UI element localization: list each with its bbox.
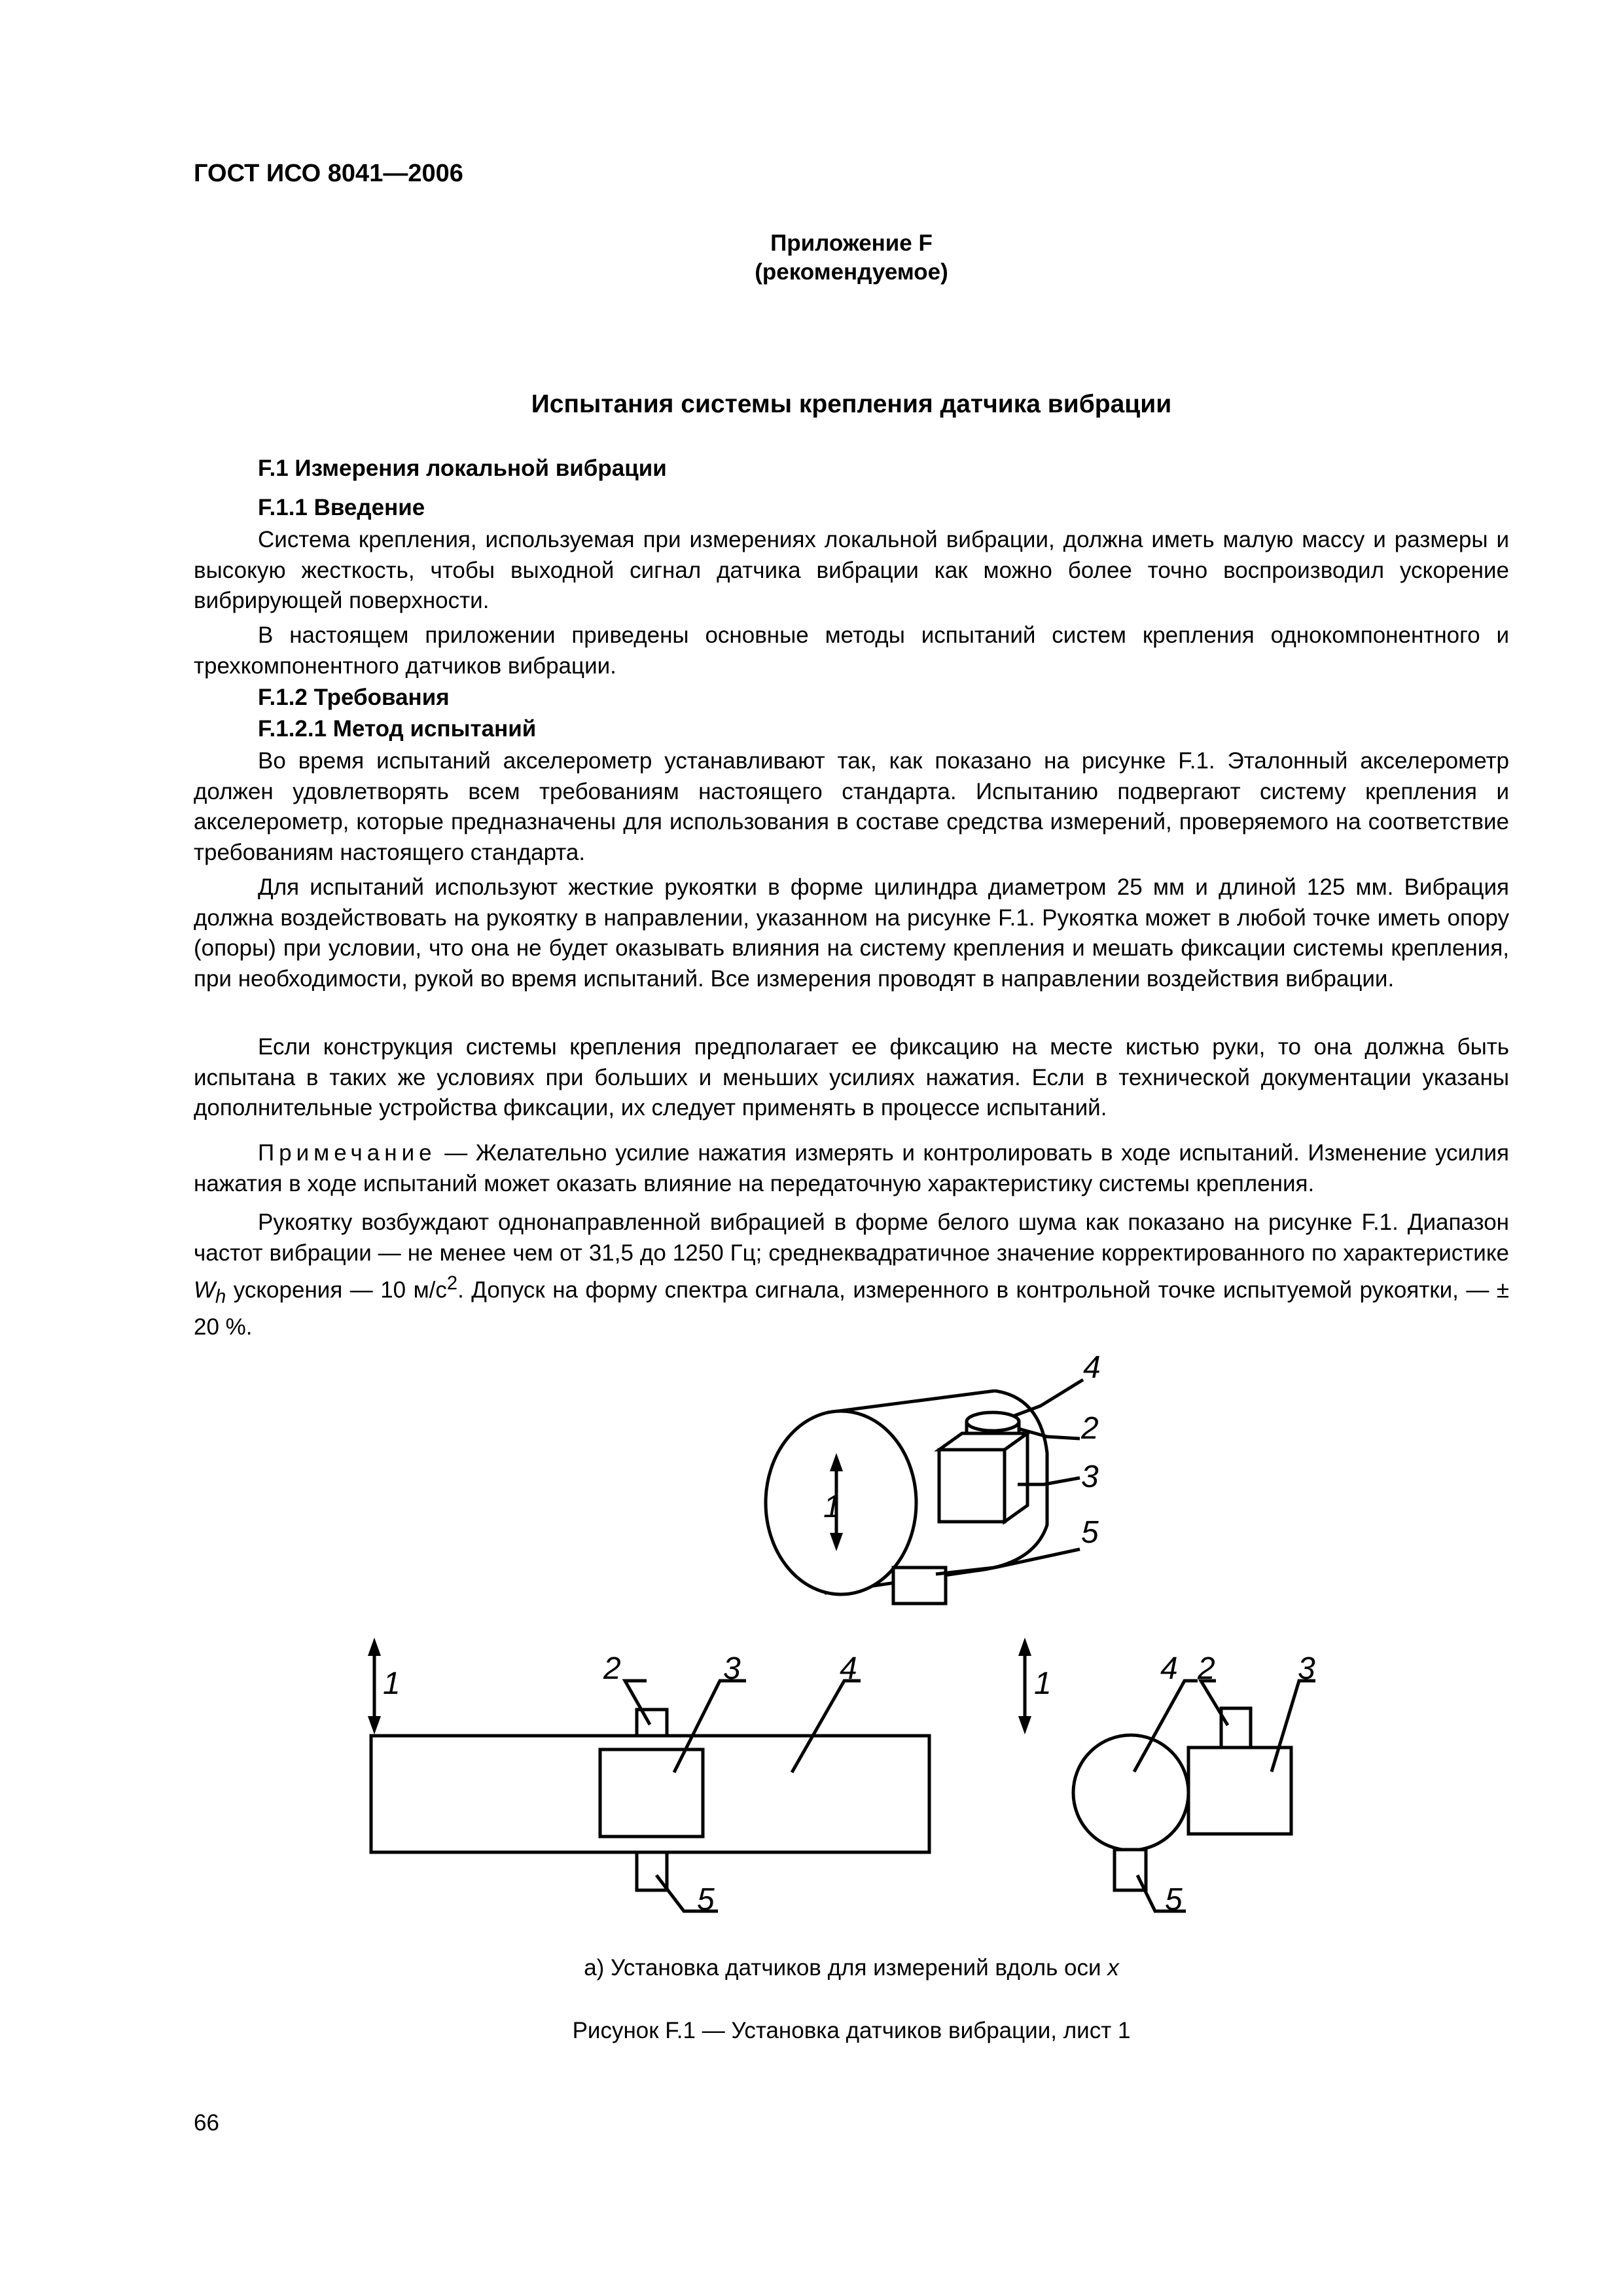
note-label: Примечание xyxy=(258,1140,437,1166)
heading-f11: F.1.1 Введение xyxy=(258,495,425,520)
label-3-side: 3 xyxy=(723,1651,741,1686)
excitation-text-a: Рукоятку возбуждают однонаправленной вибрацией в форме белого шума как показано на рисунке F.1. Диапазон частот вибрации — не менее чем от 31,5 до 1250 Гц; среднеквадратичное значение корректированного по характеристике xyxy=(194,1210,1509,1266)
subcaption-text: а) Установка датчиков для измерений вдоль оси xyxy=(584,1955,1108,1981)
paragraph-intro: Система крепления, используемая при измерениях локальной вибрации, должна иметь малую массу и размеры и высокую жесткость, чтобы выходной сигнал датчика вибрации как можно более точно воспроизводил ускорение вибрирующей поверхности. xyxy=(194,527,1509,613)
figure-subcaption xyxy=(194,1955,1509,1981)
unit-superscript: 2 xyxy=(446,1273,458,1294)
paragraph-method: Во время испытаний акселерометр устанавливают так, как показано на рисунке F.1. Эталонный акселерометр должен удовлетворять всем требованиям настоящего стандарта. Испытанию подвергают систему крепления и акселерометр, которые предназначены для использования в составе средства измерений, проверяемого на соответствие требованиям настоящего стандарта. xyxy=(194,748,1509,865)
label-5-side: 5 xyxy=(697,1882,715,1917)
label-2-perspective: 2 xyxy=(1081,1411,1099,1446)
heading-f121: F.1.2.1 Метод испытаний xyxy=(258,716,537,742)
label-5-perspective: 5 xyxy=(1081,1515,1099,1550)
section-title: Испытания системы крепления датчика вибрации xyxy=(531,390,1172,418)
paragraph-handle: Для испытаний используют жесткие рукоятки в форме цилиндра диаметром 25 мм и длиной 125 мм. Вибрация должна воздействовать на рукоятку в направлении, указанном на рисунке F.1. Рукоятка может в любой точке иметь опору (опоры) при условии, что она не будет оказывать влияния на систему крепления и мешать фиксации системы крепления, при необходимости, рукой во время испытаний. Все измерения проводят в направлении воздействия вибрации. xyxy=(194,874,1509,992)
label-3-end: 3 xyxy=(1298,1651,1315,1686)
excitation-text-b: ускорения — 10 м/с xyxy=(226,1277,447,1303)
figure-caption: Рисунок F.1 — Установка датчиков вибрации, лист 1 xyxy=(572,2018,1131,2043)
label-2-end: 2 xyxy=(1198,1651,1215,1686)
subcaption-axis: x xyxy=(1107,1955,1119,1981)
annex-status: (рекомендуемое) xyxy=(755,259,948,285)
annex-title: Приложение F xyxy=(770,230,933,256)
document-header: ГОСТ ИСО 8041—2006 xyxy=(194,160,463,187)
weighting-subscript: h xyxy=(215,1286,226,1308)
side-view xyxy=(371,1681,929,1911)
weighting-symbol: W xyxy=(194,1277,216,1303)
excitation-text-c: . Допуск на форму спектра сигнала, измеренного в контрольной точке испытуемой рукоятки, — ± 20 %. xyxy=(194,1277,1510,1340)
paragraph-scope: В настоящем приложении приведены основные методы испытаний систем крепления однокомпонентного и трехкомпонентного датчиков вибрации. xyxy=(194,622,1509,679)
note-text: — Желательно усилие нажатия измерять и контролировать в ходе испытаний. Изменение усилия нажатия в ходе испытаний может оказать влияние на передаточную характеристику системы крепления. xyxy=(194,1140,1509,1196)
label-1-perspective: 1 xyxy=(823,1490,841,1524)
heading-f12: F.1.2 Требования xyxy=(258,685,450,710)
label-3-perspective: 3 xyxy=(1081,1460,1099,1494)
label-1-end: 1 xyxy=(1034,1666,1052,1701)
label-5-end: 5 xyxy=(1165,1882,1183,1917)
page-number: 66 xyxy=(194,2110,219,2136)
label-4-end: 4 xyxy=(1160,1651,1178,1686)
paragraph-fixation: Если конструкция системы крепления предполагает ее фиксацию на месте кистью руки, то она должна быть испытана в таких же условиях при больших и меньших усилиях нажатия. Если в технической документации указаны дополнительные устройства фиксации, их следует применять в процессе испытаний. xyxy=(194,1034,1509,1121)
perspective-view xyxy=(766,1380,1083,1604)
label-2-side: 2 xyxy=(603,1651,621,1686)
end-view xyxy=(1073,1681,1315,1911)
label-4-side: 4 xyxy=(840,1651,857,1686)
label-1-side: 1 xyxy=(383,1666,401,1701)
label-4-perspective: 4 xyxy=(1083,1350,1101,1385)
heading-f1: F.1 Измерения локальной вибрации xyxy=(258,456,667,481)
